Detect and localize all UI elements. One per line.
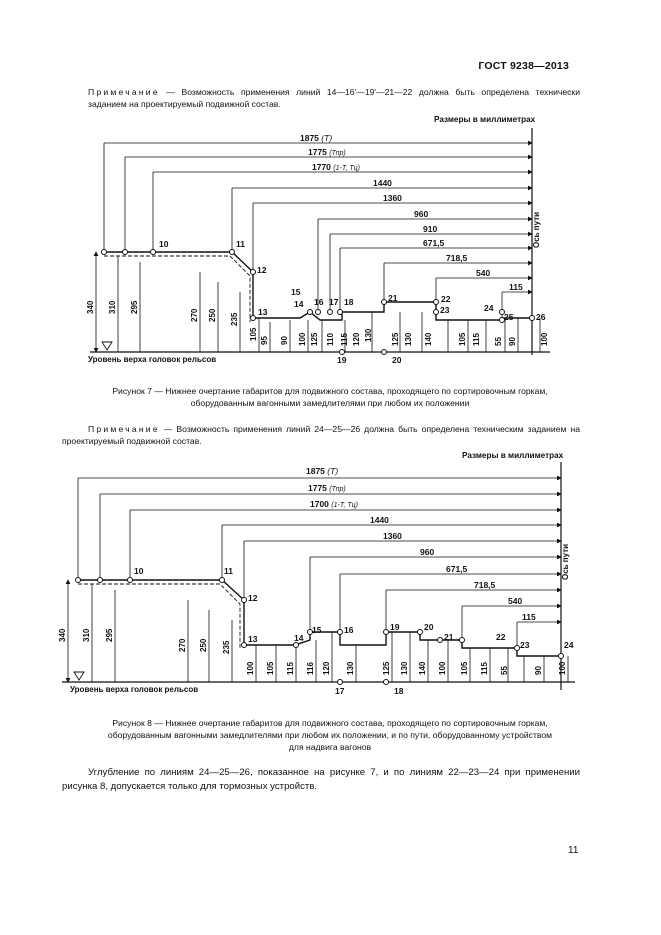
fig7-dim-1775: 1775 (Тпр): [308, 147, 346, 157]
fig7-dim-540: 540: [476, 268, 491, 278]
note-2: [62, 423, 580, 447]
fig8-pt-14: 14: [294, 633, 304, 643]
fig7-pt-14: 14: [294, 299, 304, 309]
fig7-vdim-90: 90: [280, 336, 289, 345]
note-1-text: — Возможность применения линий 14—16'—19'—21—22 должна быть определена технически заданием на проектируемый подвижной состав.: [88, 87, 580, 109]
figure-8-caption-line-3: для надвига вагонов: [288, 742, 372, 752]
fig8-vdim-100c: 100: [558, 661, 567, 675]
fig8-vdim-116: 116: [306, 662, 315, 675]
fig7-vdim-105: 105: [249, 327, 258, 341]
fig8-vdim-105b: 105: [460, 661, 469, 675]
units-label-fig7: Размеры в миллиметрах: [434, 115, 536, 124]
fig8-dim-540: 540: [508, 596, 523, 606]
page-number: 11: [568, 845, 579, 856]
fig7-vdim-105b: 105: [458, 332, 467, 346]
fig7-vdim-130a: 130: [364, 328, 373, 342]
figure-7-caption: [62, 385, 598, 409]
fig7-vdim-100b: 100: [540, 332, 549, 346]
figure-7-drawing: [0, 0, 661, 380]
fig7-pt-11: 11: [236, 239, 245, 249]
fig8-pt-21: 21: [444, 632, 454, 642]
fig7-pt-19: 19: [337, 355, 347, 365]
fig7-vdim-125: 125: [310, 332, 319, 346]
note-2-text: — Возможность применения линий 24—25—26 должна быть определена техническим заданием на проектируемый подвижной состав.: [62, 424, 580, 446]
fig7-pt-15: 15: [291, 287, 301, 297]
fig8-vdim-90: 90: [534, 666, 543, 675]
fig8-dim-1700: 1700 (1-Т, Тц): [310, 499, 359, 509]
fig7-vdim-120: 120: [352, 332, 361, 346]
fig7-vdim-95: 95: [260, 336, 269, 345]
fig8-axis-label: Ось пути: [561, 543, 570, 580]
fig7-dim-671-5: 671,5: [423, 238, 445, 248]
fig7-vdim-250: 250: [208, 308, 217, 322]
fig8-pt-20: 20: [424, 622, 434, 632]
fig7-pt-21: 21: [388, 293, 398, 303]
fig7-vdim-130b: 130: [404, 332, 413, 346]
fig7-dim-910: 910: [423, 224, 438, 234]
fig8-pt-23: 23: [520, 640, 530, 650]
fig8-vdim-120: 120: [322, 661, 331, 675]
note-1-lead: Примечание: [88, 87, 160, 97]
fig7-pt-17: 17: [329, 297, 339, 307]
fig8-pt-13: 13: [248, 634, 258, 644]
fig8-vdim-270: 270: [178, 638, 187, 652]
fig8-vdim-140: 140: [418, 661, 427, 675]
fig8-dim-1775: 1775 (Тпр): [308, 483, 346, 493]
fig8-dim-718-5: 718,5: [474, 580, 496, 590]
units-label-fig8: Размеры в миллиметрах: [462, 451, 564, 460]
fig7-pt-20: 20: [392, 355, 402, 365]
fig8-vdim-340: 340: [58, 628, 67, 642]
fig8-vdim-55: 55: [500, 666, 509, 675]
fig8-vdim-250: 250: [199, 638, 208, 652]
fig7-pt-13: 13: [258, 307, 268, 317]
fig7-vdim-140: 140: [424, 332, 433, 346]
figure-7-caption-line-2: оборудованным вагонными замедлителями при любом их положении: [190, 398, 470, 408]
fig7-vdim-270: 270: [190, 308, 199, 322]
fig7-pt-23: 23: [440, 305, 450, 315]
fig8-dim-1875: 1875 (Т): [306, 466, 339, 476]
fig7-vdim-125b: 125: [391, 332, 400, 346]
fig7-vdim-100: 100: [298, 332, 307, 346]
fig7-vdim-340: 340: [86, 300, 95, 314]
fig8-vdim-310: 310: [82, 628, 91, 642]
fig8-vdim-295: 295: [105, 628, 114, 642]
fig8-dim-115: 115: [522, 612, 536, 622]
fig7-pt-12: 12: [257, 265, 267, 275]
fig7-pt-18: 18: [344, 297, 354, 307]
figure-8-caption-line-1: Рисунок 8 — Нижнее очертание габаритов для подвижного состава, проходящего по сортировочным горкам,: [112, 718, 548, 728]
fig8-pt-24: 24: [564, 640, 574, 650]
fig8-pt-22: 22: [496, 632, 506, 642]
figure-8-caption-line-2: оборудованным вагонными замедлителями при любом их положении, и по пути, оборудованному устройством: [107, 730, 553, 740]
fig7-dim-1440: 1440: [373, 178, 392, 188]
fig8-vdim-115b: 115: [480, 662, 489, 675]
fig7-pt-22: 22: [441, 294, 451, 304]
fig8-pt-15: 15: [312, 625, 322, 635]
fig8-vdim-235: 235: [222, 640, 231, 654]
fig7-axis-label: Ось пути: [532, 211, 541, 248]
fig8-pt-10: 10: [134, 566, 144, 576]
fig8-dim-960: 960: [420, 547, 435, 557]
body-paragraph: Углубление по линиям 24—25—26, показанное на рисунке 7, и по линиям 22—23—24 при применении рисунка 8, допускается только для тормозных устройств.: [62, 767, 580, 792]
fig7-vdim-90b: 90: [508, 337, 517, 346]
fig8-dim-1360: 1360: [383, 531, 402, 541]
fig7-dim-1875: 1875 (Т): [300, 133, 333, 143]
fig8-pt-11: 11: [224, 566, 233, 576]
fig8-vdim-105: 105: [266, 661, 275, 675]
fig7-dim-1360: 1360: [383, 193, 402, 203]
note-2-lead: Примечание: [88, 424, 160, 434]
fig8-pt-17: 17: [335, 686, 345, 696]
fig7-pt-25: 25: [504, 312, 514, 322]
fig7-pt-10: 10: [159, 239, 169, 249]
fig7-pt-16: 16: [314, 297, 324, 307]
fig8-pt-16: 16: [344, 625, 354, 635]
fig8-vdim-125: 125: [382, 661, 391, 675]
fig8-pt-18: 18: [394, 686, 404, 696]
fig7-vdim-55: 55: [494, 337, 503, 346]
fig8-dim-671-5: 671,5: [446, 564, 468, 574]
fig7-dim-718-5: 718,5: [446, 253, 468, 263]
fig8-rail-label: Уровень верха головок рельсов: [70, 685, 199, 694]
fig8-vdim-130a: 130: [346, 661, 355, 675]
figure-7-caption-line-1: Рисунок 7 — Нижнее очертание габаритов для подвижного состава, проходящего по сортировочным горкам,: [112, 386, 548, 396]
fig7-pt-26: 26: [536, 312, 546, 322]
fig8-vdim-100: 100: [246, 661, 255, 675]
fig7-dim-1770: 1770 (1-Т, Тц): [312, 162, 361, 172]
fig7-pt-24: 24: [484, 303, 494, 313]
fig7-dim-115: 115: [509, 282, 523, 292]
fig8-vdim-100b: 100: [438, 661, 447, 675]
fig8-pt-12: 12: [248, 593, 258, 603]
fig7-vdim-115b: 115: [472, 333, 481, 346]
fig8-dim-1440: 1440: [370, 515, 389, 525]
fig7-vdim-110: 110: [326, 333, 335, 346]
fig7-dim-960: 960: [414, 209, 429, 219]
figure-8-caption: [62, 717, 598, 753]
fig7-vdim-295: 295: [130, 300, 139, 314]
document-standard-number: ГОСТ 9238—2013: [478, 60, 569, 72]
fig7-vdim-310: 310: [108, 300, 117, 314]
fig8-vdim-115: 115: [286, 662, 295, 675]
fig8-vdim-130b: 130: [400, 661, 409, 675]
fig7-vdim-115: 115: [340, 333, 349, 346]
fig7-vdim-235: 235: [230, 312, 239, 326]
fig8-pt-19: 19: [390, 622, 400, 632]
fig7-rail-label: Уровень верха головок рельсов: [88, 355, 217, 364]
